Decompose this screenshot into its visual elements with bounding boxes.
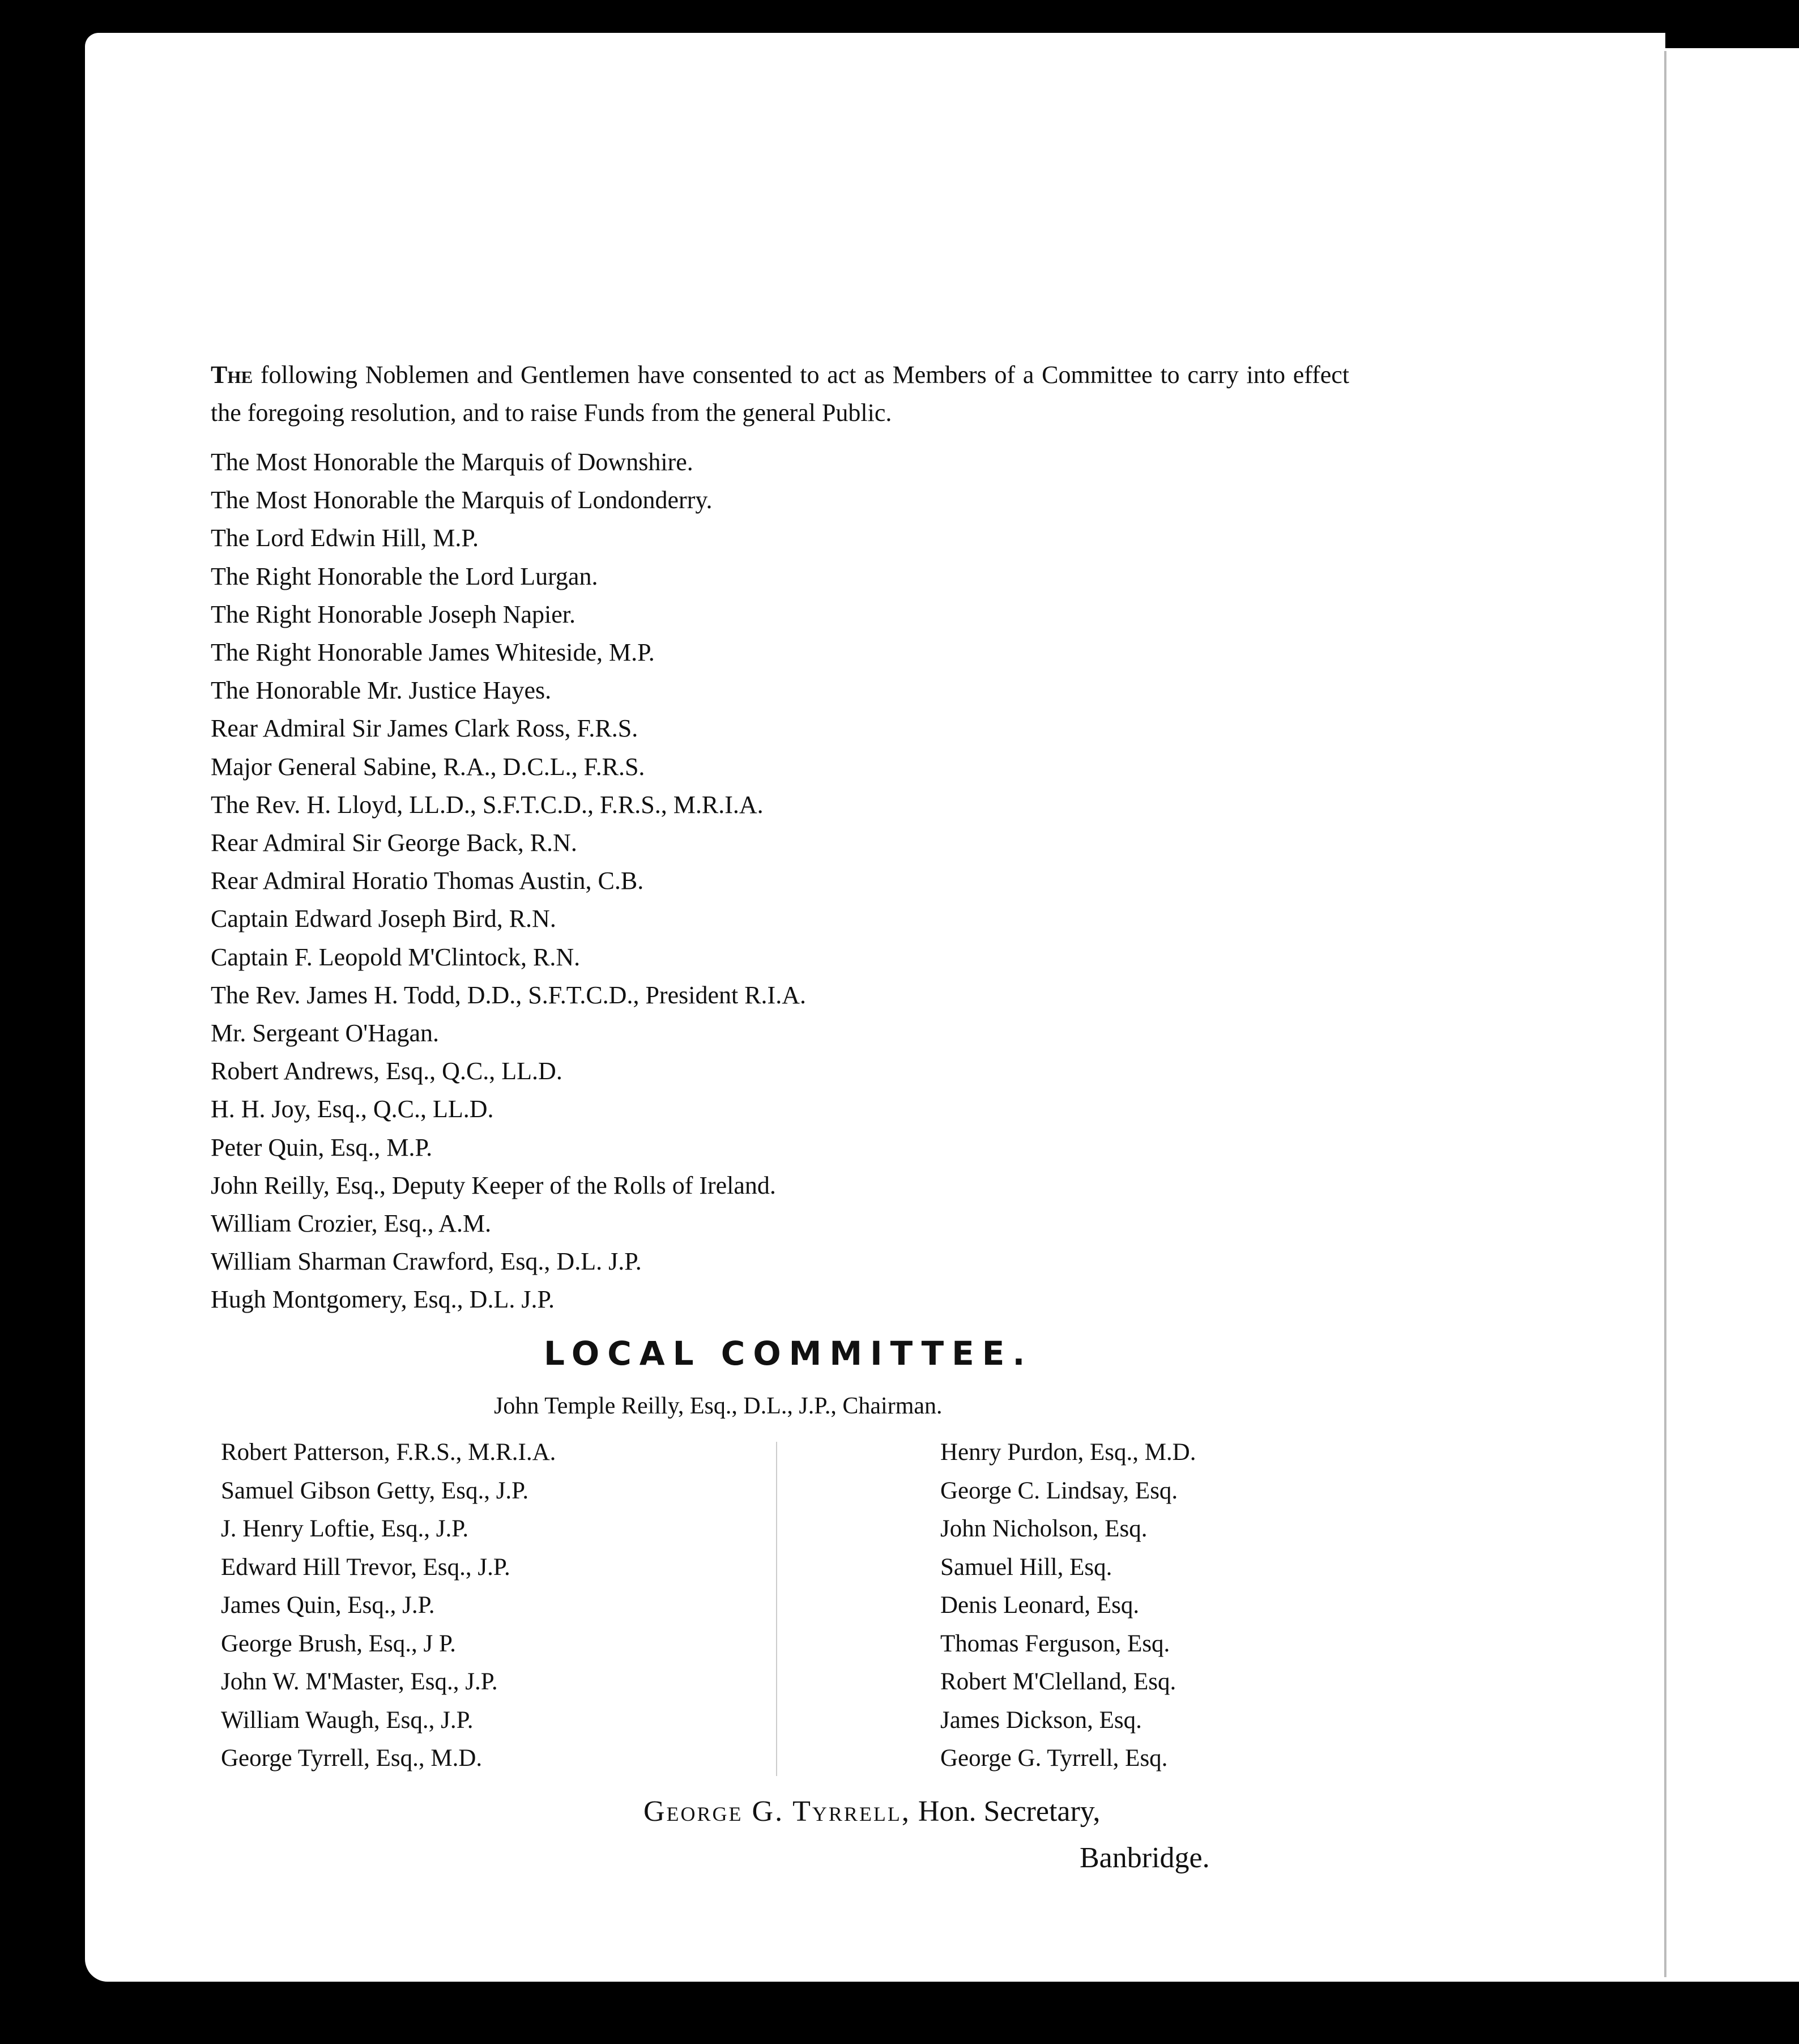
member-item: The Lord Edwin Hill, M.P. <box>211 524 479 552</box>
page-sheet-margin <box>1665 48 1799 1982</box>
local-member-item: John Nicholson, Esq. <box>940 1515 1148 1542</box>
member-item: Hugh Montgomery, Esq., D.L. J.P. <box>211 1285 555 1314</box>
member-item: The Honorable Mr. Justice Hayes. <box>211 676 552 705</box>
committee-members-list <box>211 443 806 1319</box>
local-member-item: Samuel Gibson Getty, Esq., J.P. <box>221 1477 529 1504</box>
member-item: The Right Honorable James Whiteside, M.P. <box>211 638 655 667</box>
member-item: Captain F. Leopold M'Clintock, R.N. <box>211 943 581 971</box>
intro-lead: The <box>211 361 253 389</box>
secretary-place: Banbridge. <box>1080 1842 1210 1874</box>
local-member-item: George Tyrrell, Esq., M.D. <box>221 1745 483 1772</box>
chairman-line: John Temple Reilly, Esq., D.L., J.P., Chairman. <box>494 1393 943 1419</box>
member-item: The Right Honorable the Lord Lurgan. <box>211 562 598 590</box>
local-member-item: James Dickson, Esq. <box>940 1706 1142 1734</box>
local-member-item: Thomas Ferguson, Esq. <box>940 1630 1170 1657</box>
column-divider <box>776 1442 777 1776</box>
member-item: The Rev. H. Lloyd, LL.D., S.F.T.C.D., F.R.S., M.R.I.A. <box>211 790 764 819</box>
secretary-title: Hon. Secretary, <box>918 1795 1101 1828</box>
member-item: H. H. Joy, Esq., Q.C., LL.D. <box>211 1095 494 1123</box>
member-item: Rear Admiral Sir James Clark Ross, F.R.S. <box>211 714 638 743</box>
member-item: Major General Sabine, R.A., D.C.L., F.R.S. <box>211 752 645 781</box>
local-committee-left-column <box>221 1433 556 1778</box>
member-item: Peter Quin, Esq., M.P. <box>211 1133 433 1161</box>
local-member-item: Edward Hill Trevor, Esq., J.P. <box>221 1553 510 1581</box>
page-fold-line <box>1664 51 1666 1977</box>
local-member-item: George G. Tyrrell, Esq. <box>940 1745 1168 1772</box>
local-member-item: William Waugh, Esq., J.P. <box>221 1706 474 1734</box>
member-item: Rear Admiral Horatio Thomas Austin, C.B. <box>211 867 644 895</box>
member-item: Mr. Sergeant O'Hagan. <box>211 1019 440 1047</box>
local-committee-right-column <box>940 1433 1196 1778</box>
secretary-name: George G. Tyrrell, <box>643 1795 911 1828</box>
member-item: William Sharman Crawford, Esq., D.L. J.P. <box>211 1247 642 1276</box>
local-member-item: Denis Leonard, Esq. <box>940 1592 1140 1619</box>
local-committee-heading: LOCAL COMMITTEE. <box>544 1334 1033 1373</box>
member-item: Rear Admiral Sir George Back, R.N. <box>211 829 577 857</box>
member-item: Captain Edward Joseph Bird, R.N. <box>211 905 556 933</box>
local-member-item: John W. M'Master, Esq., J.P. <box>221 1668 498 1695</box>
member-item: William Crozier, Esq., A.M. <box>211 1210 492 1238</box>
member-item: The Most Honorable the Marquis of Londonderry. <box>211 486 713 514</box>
local-member-item: George Brush, Esq., J P. <box>221 1630 456 1657</box>
member-item: John Reilly, Esq., Deputy Keeper of the Rolls of Ireland. <box>211 1171 776 1199</box>
member-item: The Right Honorable Joseph Napier. <box>211 600 575 628</box>
member-item: The Rev. James H. Todd, D.D., S.F.T.C.D., President R.I.A. <box>211 981 806 1009</box>
intro-text: following Noblemen and Gentlemen have consented to act as Members of a Committee to carry into effect the foregoing resolution, and to raise Funds from the general Public. <box>211 361 1350 427</box>
secretary-signature-line <box>643 1795 1100 1828</box>
member-item: The Most Honorable the Marquis of Downshire. <box>211 448 693 476</box>
member-item: Robert Andrews, Esq., Q.C., LL.D. <box>211 1057 562 1085</box>
local-member-item: George C. Lindsay, Esq. <box>940 1477 1178 1504</box>
local-member-item: J. Henry Loftie, Esq., J.P. <box>221 1515 469 1542</box>
local-member-item: Henry Purdon, Esq., M.D. <box>940 1439 1196 1466</box>
local-member-item: Samuel Hill, Esq. <box>940 1553 1112 1581</box>
intro-paragraph <box>211 356 1349 432</box>
local-member-item: Robert M'Clelland, Esq. <box>940 1668 1176 1695</box>
local-member-item: Robert Patterson, F.R.S., M.R.I.A. <box>221 1439 556 1466</box>
local-member-item: James Quin, Esq., J.P. <box>221 1592 435 1619</box>
